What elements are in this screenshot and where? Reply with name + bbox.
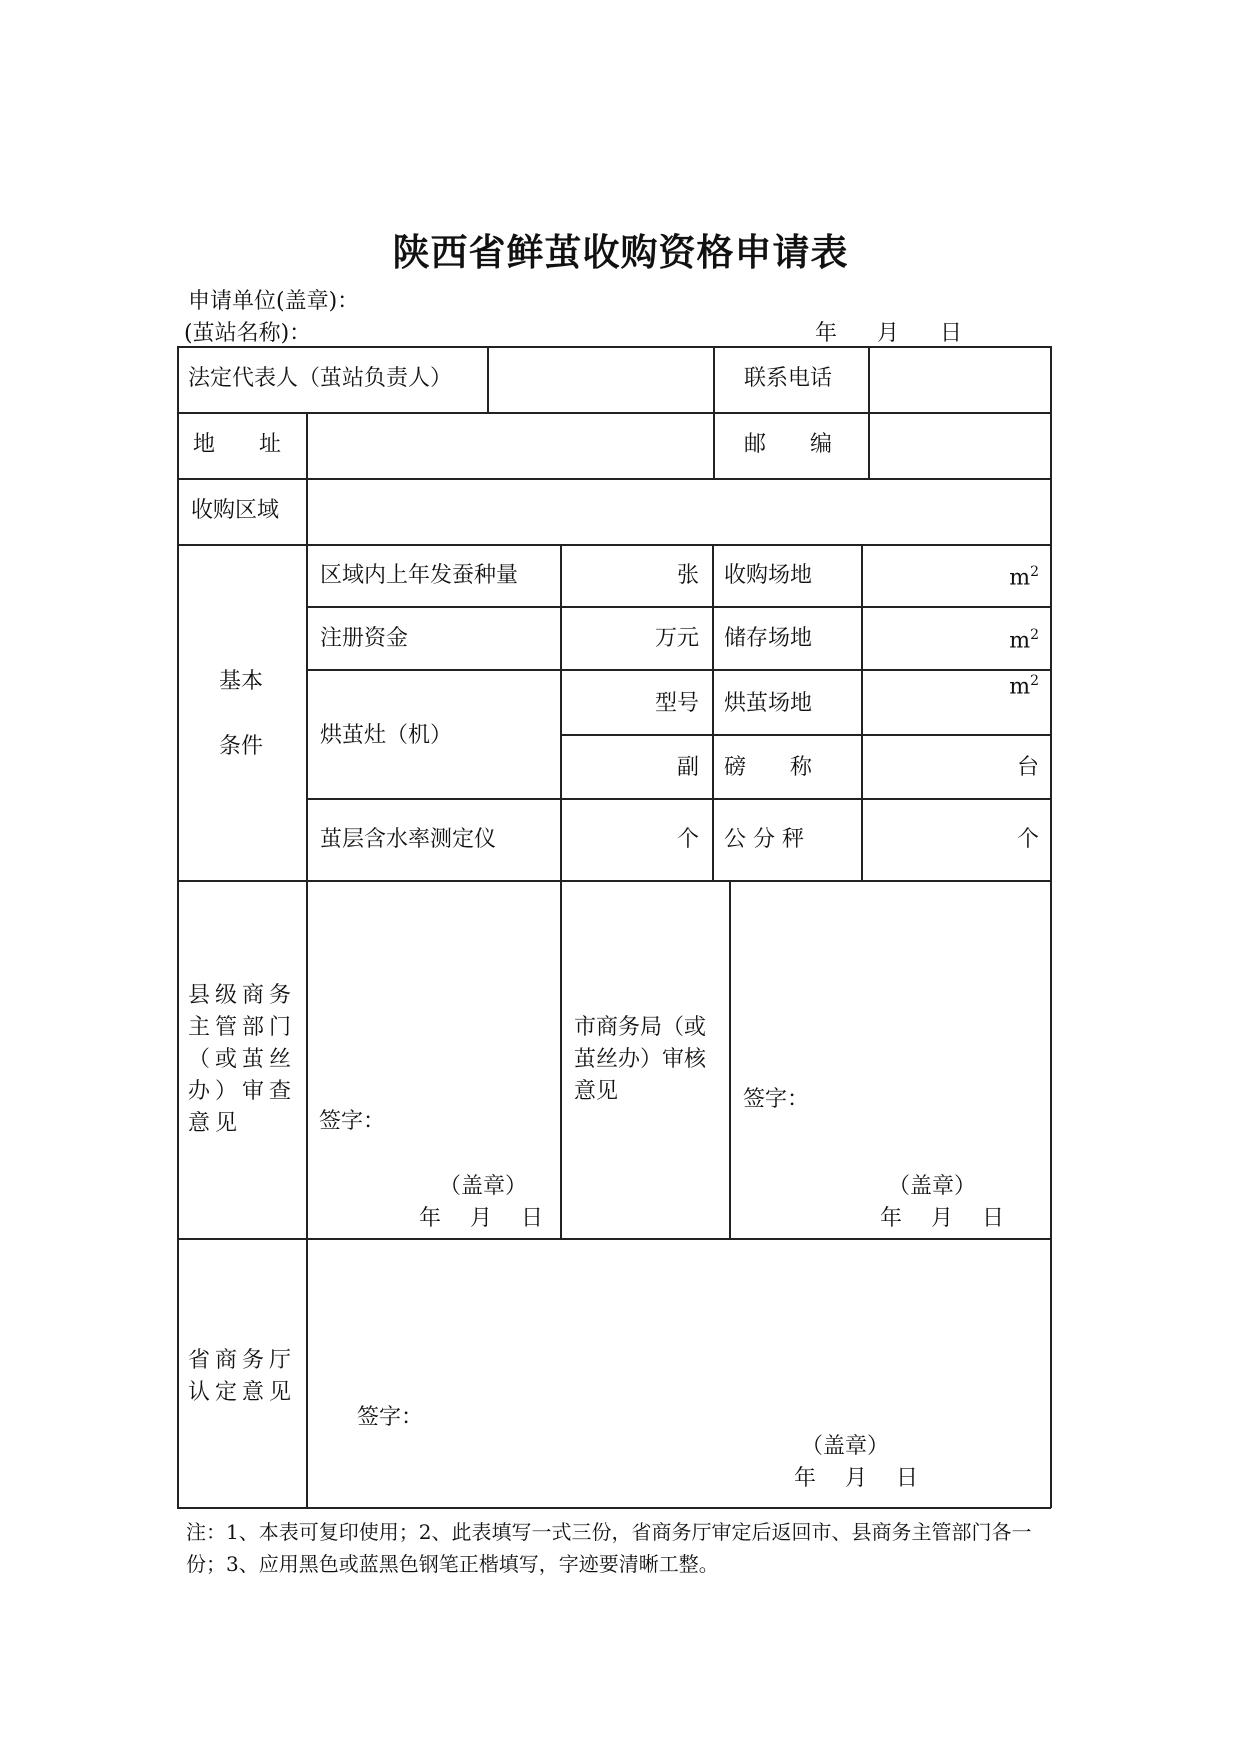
province-review-label: 省商务厅认定意见 [188,1348,297,1405]
province-sign-label: 签字： [357,1405,424,1430]
area-unit-sup: 2 [1030,564,1039,580]
stove-label: 烘茧灶（机） [320,723,453,748]
scale-label: 磅 称 [724,755,813,780]
phone-label: 联系电话 [744,366,833,391]
basic-conditions-label: 基本 [219,669,264,694]
row-divider [177,880,1051,882]
storage-site-label: 储存场地 [724,626,813,651]
province-date: 年 月 日 [794,1466,918,1491]
footnote: 注：1、本表可复印使用；2、此表填写一式三份，省商务厅审定后返回市、县商务主管部门各一份；3、应用黑色或蓝黑色钢笔正楷填写，字迹要清晰工整。 [186,1520,1032,1576]
row-divider [177,544,1051,546]
city-review-label: 市商务局（或茧丝办）审核意见 [574,1015,707,1104]
drying-site-label: 烘茧场地 [724,691,813,716]
city-sign-label: 签字： [743,1087,810,1112]
row-divider [177,1238,1051,1240]
table-border [177,346,179,1508]
city-date: 年 月 日 [880,1206,1004,1231]
application-form-table [177,346,1051,1508]
table-border [177,346,1051,348]
city-seal-label: （盖章） [888,1174,977,1199]
column-divider [868,346,870,478]
purchase-site-unit [897,565,1039,589]
area-unit: m [1009,565,1031,591]
header-day: 日 [940,321,963,346]
table-border [177,1507,1051,1509]
column-divider [861,544,863,880]
moisture-meter-unit: 个 [676,827,699,852]
county-review-label: 县级商务主管部门（或茧丝办）审查意见 [188,983,297,1136]
capital-unit: 万元 [654,626,699,651]
row-divider [306,669,1051,671]
area-unit: m [1009,674,1031,700]
silkworm-quantity-label: 区域内上年发蚕种量 [320,563,519,588]
column-divider [729,880,731,1238]
area-unit-sup: 2 [1030,673,1039,689]
station-label: (茧站名称)： [184,321,312,346]
moisture-meter-label: 茧层含水率测定仪 [320,827,497,852]
county-sign-label: 签字： [319,1109,386,1134]
column-divider [712,544,714,880]
drying-site-unit [897,674,1039,698]
column-divider [713,346,715,478]
applicant-label: 申请单位(盖章)： [188,289,360,314]
column-divider [487,346,489,412]
table-border [1050,346,1052,1508]
header-year: 年 [815,321,838,346]
balance-unit: 个 [1016,827,1039,852]
area-unit: m [1009,628,1031,654]
column-divider [306,412,308,1508]
storage-site-unit [897,628,1039,652]
row-divider [177,412,1051,414]
row-divider [306,606,1051,608]
header-month: 月 [877,321,900,346]
form-title: 陕西省鲜茧收购资格申请表 [392,230,849,274]
postcode-label: 邮 编 [744,432,833,457]
legal-rep-label: 法定代表人（茧站负责人） [188,366,453,391]
silkworm-unit: 张 [676,563,699,588]
scale-unit: 台 [1016,755,1039,780]
column-divider [560,544,562,1238]
purchase-area-label: 收购区域 [191,498,280,523]
area-unit-sup: 2 [1030,627,1039,643]
county-date: 年 月 日 [419,1206,543,1231]
address-label: 地 址 [193,432,282,457]
stove-model-unit: 型号 [654,691,699,716]
balance-label: 公 分 秤 [724,827,804,852]
row-divider [306,798,1051,800]
basic-conditions-label-2: 条件 [219,734,264,759]
stove-set-unit: 副 [676,755,699,780]
county-seal-label: （盖章） [439,1174,528,1199]
capital-label: 注册资金 [320,626,409,651]
province-seal-label: （盖章） [801,1434,890,1459]
row-divider [177,478,1051,480]
row-divider [560,734,1051,736]
purchase-site-label: 收购场地 [724,563,813,588]
